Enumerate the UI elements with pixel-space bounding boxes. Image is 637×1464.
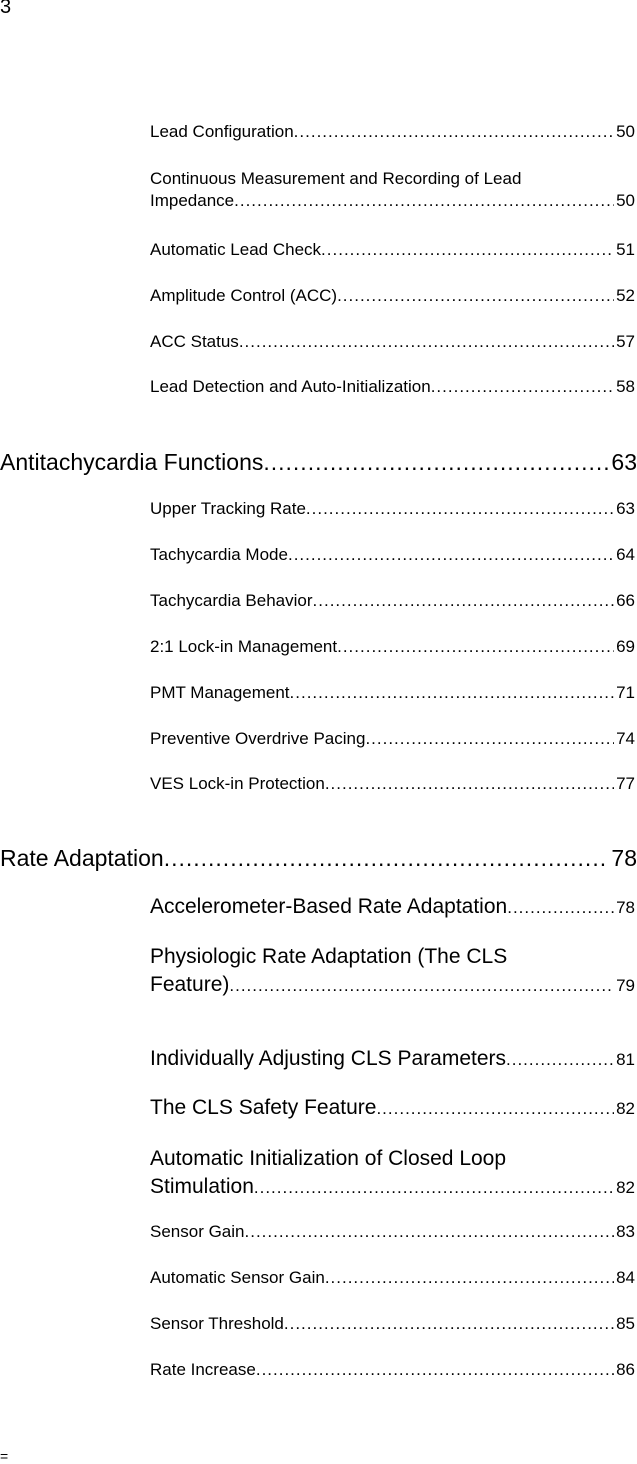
toc-entry[interactable] xyxy=(150,1047,635,1071)
toc-entry-page: 84 xyxy=(616,1268,635,1287)
leader-dots xyxy=(325,1268,614,1288)
leader-dots xyxy=(337,286,614,306)
toc-entry-title: Rate Increase xyxy=(150,1360,256,1379)
toc-entry-page: 85 xyxy=(616,1314,635,1333)
toc-entry-title: Sensor Gain xyxy=(150,1222,245,1241)
toc-entry-title: ACC Status xyxy=(150,332,239,351)
toc-entry-page: 66 xyxy=(616,591,635,610)
leader-dots xyxy=(306,499,614,519)
toc-entry-title: The CLS Safety Feature xyxy=(150,1096,377,1119)
leader-dots xyxy=(245,1222,615,1242)
toc-entry-title: Lead Configuration xyxy=(150,122,294,141)
toc-entry-title: Continuous Measurement and Recording of Lead xyxy=(150,169,522,188)
leader-dots xyxy=(229,972,614,1000)
toc-entry-page: 74 xyxy=(616,729,635,748)
toc-entry[interactable] xyxy=(150,332,635,352)
toc-entry[interactable] xyxy=(150,1314,635,1334)
toc-entry-page: 86 xyxy=(616,1360,635,1379)
toc-entry-page: 57 xyxy=(616,332,635,351)
leader-dots xyxy=(431,377,614,397)
leader-dots xyxy=(365,729,614,749)
toc-entry-title: Individually Adjusting CLS Parameters xyxy=(150,1047,507,1070)
toc-entry[interactable] xyxy=(150,943,635,1000)
leader-dots xyxy=(290,683,615,703)
toc-entry[interactable] xyxy=(150,240,635,260)
toc-section-antitachycardia[interactable] xyxy=(0,449,637,476)
leader-dots xyxy=(263,449,609,476)
footer-mark: = xyxy=(0,1448,9,1464)
toc-entry-page: 50 xyxy=(616,122,635,141)
toc-entry-title: Upper Tracking Rate xyxy=(150,499,306,518)
toc-entry-title: Lead Detection and Auto-Initialization xyxy=(150,377,431,396)
toc-entry[interactable] xyxy=(150,377,635,397)
toc-section-page: 63 xyxy=(611,449,637,475)
toc-section-rate-adaptation[interactable] xyxy=(0,845,637,872)
toc-entry[interactable] xyxy=(150,1096,635,1120)
toc-entry[interactable] xyxy=(150,637,635,657)
toc-entry[interactable] xyxy=(150,895,635,919)
toc-entry[interactable] xyxy=(150,1222,635,1242)
toc-entry-page: 64 xyxy=(616,545,635,564)
leader-dots xyxy=(337,637,614,657)
toc-section-page: 78 xyxy=(611,845,637,871)
leader-dots xyxy=(234,190,614,212)
toc-section-title: Antitachycardia Functions xyxy=(0,449,264,475)
leader-dots xyxy=(507,898,614,918)
leader-dots xyxy=(256,1360,614,1380)
toc-entry-title: Automatic Initialization of Closed Loop xyxy=(150,1147,507,1170)
toc-entry-title: PMT Management xyxy=(150,683,290,702)
toc-entry-page: 58 xyxy=(616,377,635,396)
toc-entry[interactable] xyxy=(150,545,635,565)
toc-entry[interactable] xyxy=(150,122,635,142)
toc-entry-page: 69 xyxy=(616,637,635,656)
toc-entry-page: 79 xyxy=(616,976,635,995)
leader-dots xyxy=(321,240,614,260)
toc-entry-title: 2:1 Lock-in Management xyxy=(150,637,338,656)
toc-entry-page: 82 xyxy=(616,1178,635,1197)
toc-entry-page: 63 xyxy=(616,499,635,518)
toc-entry[interactable] xyxy=(150,591,635,611)
toc-entry-title: Automatic Sensor Gain xyxy=(150,1268,325,1287)
toc-entry-title-cont: Stimulation xyxy=(150,1175,254,1198)
leader-dots xyxy=(325,774,614,794)
leader-dots xyxy=(284,1314,614,1334)
toc-entry-title: Accelerometer-Based Rate Adaptation xyxy=(150,895,508,918)
toc-entry-page: 78 xyxy=(616,898,635,917)
page-number: 3 xyxy=(0,0,12,18)
toc-entry-title: Tachycardia Behavior xyxy=(150,591,313,610)
toc-entry-title: Tachycardia Mode xyxy=(150,545,288,564)
leader-dots xyxy=(288,545,614,565)
toc-entry-page: 52 xyxy=(616,286,635,305)
toc-entry[interactable] xyxy=(150,774,635,794)
toc-entry-page: 82 xyxy=(616,1099,635,1118)
leader-dots xyxy=(164,845,610,872)
toc-entry[interactable] xyxy=(150,729,635,749)
toc-section-title: Rate Adaptation xyxy=(0,845,164,871)
toc-entry-page: 51 xyxy=(616,240,635,259)
toc-entry[interactable] xyxy=(150,286,635,306)
toc-entry[interactable] xyxy=(150,1268,635,1288)
toc-entry-title: Automatic Lead Check xyxy=(150,240,322,259)
toc-entry-title: Amplitude Control (ACC) xyxy=(150,286,338,305)
leader-dots xyxy=(239,332,614,352)
toc-entry-title-cont: Impedance xyxy=(150,191,235,210)
toc-entry-title-cont: Feature) xyxy=(150,973,230,996)
leader-dots xyxy=(294,122,614,142)
leader-dots xyxy=(506,1050,614,1070)
leader-dots xyxy=(313,591,615,611)
leader-dots xyxy=(254,1174,614,1202)
toc-entry-page: 71 xyxy=(616,683,635,702)
toc-entry-page: 81 xyxy=(616,1050,635,1069)
toc-entry[interactable] xyxy=(150,1145,635,1202)
toc-entry[interactable] xyxy=(150,683,635,703)
leader-dots xyxy=(376,1099,614,1119)
toc-entry-title: Preventive Overdrive Pacing xyxy=(150,729,366,748)
toc-entry[interactable] xyxy=(150,499,635,519)
toc-entry-page: 83 xyxy=(616,1222,635,1241)
toc-entry-title: Sensor Threshold xyxy=(150,1314,284,1333)
toc-entry-title: Physiologic Rate Adaptation (The CLS xyxy=(150,945,508,968)
toc-entry-page: 50 xyxy=(616,191,635,210)
toc-entry-page: 77 xyxy=(616,774,635,793)
toc-entry[interactable] xyxy=(150,1360,635,1380)
toc-entry[interactable] xyxy=(150,168,635,212)
toc-entry-title: VES Lock-in Protection xyxy=(150,774,325,793)
